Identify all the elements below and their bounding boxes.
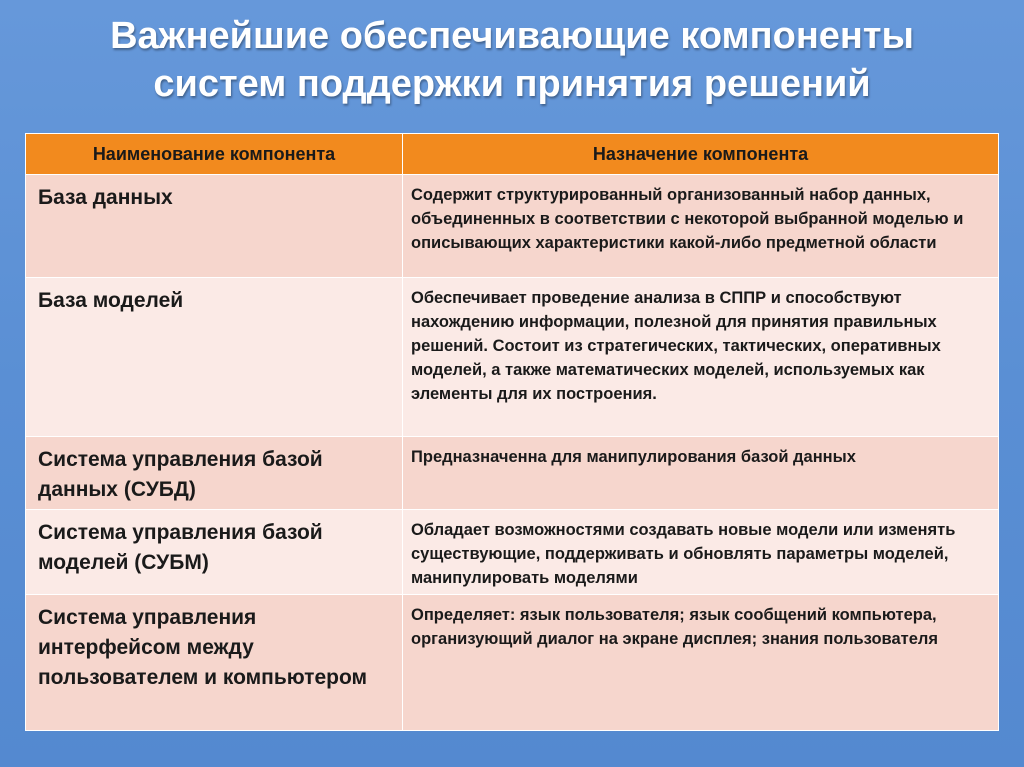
slide-title	[40, 12, 984, 108]
table-row	[26, 175, 999, 278]
components-table	[25, 133, 999, 731]
table-row	[26, 278, 999, 437]
title-line-1: Важнейшие обеспечивающие компоненты	[110, 15, 914, 57]
header-component-name: Наименование компонента	[26, 134, 403, 175]
component-name: База данных	[26, 175, 403, 278]
component-purpose: Содержит структурированный организованный набор данных, объединенных в соответствии с некоторой выбранной моделью и описывающих характеристики какой-либо предметной области	[403, 175, 999, 278]
component-name: Система управления базой данных (СУБД)	[26, 437, 403, 510]
component-purpose: Обеспечивает проведение анализа в СППР и способствуют нахождению информации, полезной для принятия правильных решений. Состоит из стратегических, тактических, оперативных моделей, а также математических моделей, используемых как элементы для их построения.	[403, 278, 999, 437]
table-header-row	[26, 134, 999, 175]
title-line-2: систем поддержки принятия решений	[153, 63, 871, 105]
component-name: База моделей	[26, 278, 403, 437]
table-row	[26, 510, 999, 595]
component-purpose: Обладает возможностями создавать новые модели или изменять существующие, поддерживать и обновлять параметры моделей, манипулировать моделями	[403, 510, 999, 595]
component-purpose: Предназначенна для манипулирования базой данных	[403, 437, 999, 510]
table-row	[26, 595, 999, 731]
component-purpose: Определяет: язык пользователя; язык сообщений компьютера, организующий диалог на экране дисплея; знания пользователя	[403, 595, 999, 731]
header-component-purpose: Назначение компонента	[403, 134, 999, 175]
component-name: Система управления интерфейсом между пользователем и компьютером	[26, 595, 403, 731]
component-name: Система управления базой моделей (СУБМ)	[26, 510, 403, 595]
table-row	[26, 437, 999, 510]
